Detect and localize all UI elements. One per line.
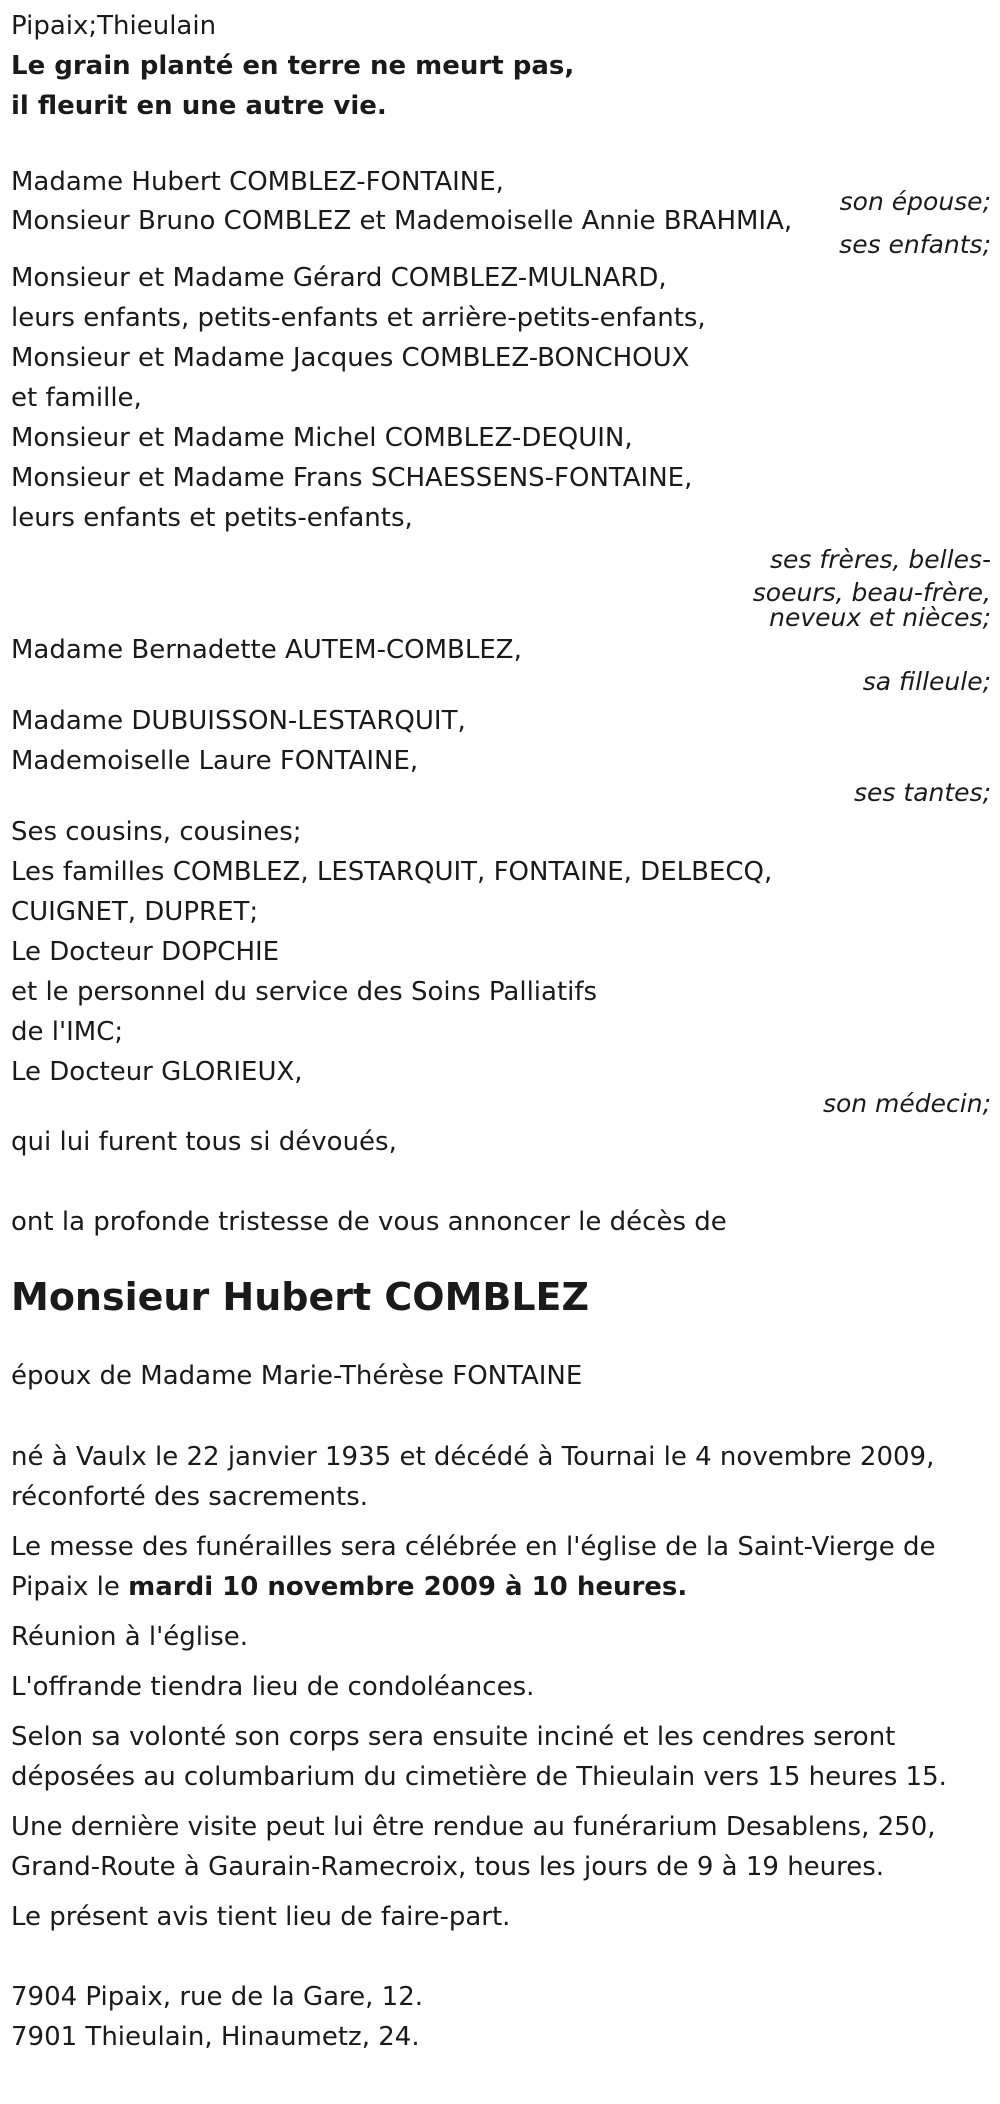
epigraph-line-2: il fleurit en une autre vie.	[11, 91, 387, 121]
aunts-relation: ses tantes;	[854, 778, 991, 807]
siblings-relation-3: neveux et nièces;	[769, 603, 991, 632]
visit-line-1: Une dernière visite peut lui être rendue au funérarium Desablens, 250,	[11, 1812, 936, 1842]
siblings-line: leurs enfants, petits-enfants et arrière-petits-enfants,	[11, 303, 706, 333]
notice-line: Le présent avis tient lieu de faire-part.	[11, 1902, 511, 1932]
siblings-line: leurs enfants et petits-enfants,	[11, 503, 413, 533]
locations: Pipaix;Thieulain	[11, 11, 217, 41]
deceased-name: Monsieur Hubert COMBLEZ	[11, 1275, 590, 1319]
spouse-relation: son épouse;	[839, 187, 991, 216]
others-line: Les familles COMBLEZ, LESTARQUIT, FONTAINE, DELBECQ,	[11, 857, 773, 887]
offering-line: L'offrande tiendra lieu de condoléances.	[11, 1672, 535, 1702]
aunts-line: Madame DUBUISSON-LESTARQUIT,	[11, 706, 466, 736]
meeting-line: Réunion à l'église.	[11, 1622, 249, 1652]
cremation-line-2: déposées au columbarium du cimetière de Thieulain vers 15 heures 15.	[11, 1762, 947, 1792]
others-line: Le Docteur GLORIEUX,	[11, 1057, 303, 1087]
siblings-line: Monsieur et Madame Jacques COMBLEZ-BONCHOUX	[11, 343, 690, 373]
siblings-line: et famille,	[11, 383, 142, 413]
siblings-block	[11, 258, 991, 538]
doctor-relation: son médecin;	[822, 1089, 991, 1118]
address-line: 7901 Thieulain, Hinaumetz, 24.	[11, 2022, 420, 2052]
siblings-relation-1: ses frères, belles-	[770, 545, 991, 574]
siblings-relation-2: soeurs, beau-frère,	[752, 578, 991, 607]
mass-date-prefix: Pipaix le	[11, 1572, 129, 1602]
siblings-line: Monsieur et Madame Frans SCHAESSENS-FONTAINE,	[11, 463, 693, 493]
announcement: ont la profonde tristesse de vous annoncer le décès de	[11, 1207, 727, 1237]
birth-death-line-2: réconforté des sacrements.	[11, 1482, 369, 1512]
others-line: Ses cousins, cousines;	[11, 817, 302, 847]
spouse-name: Madame Hubert COMBLEZ-FONTAINE,	[11, 167, 504, 197]
mass-line-1: Le messe des funérailles sera célébrée en l'église de la Saint-Vierge de	[11, 1532, 936, 1562]
goddaughter-name: Madame Bernadette AUTEM-COMBLEZ,	[11, 635, 522, 665]
obituary-notice	[11, 6, 991, 2057]
visit-line-2: Grand-Route à Gaurain-Ramecroix, tous les jours de 9 à 19 heures.	[11, 1852, 885, 1882]
birth-death-line-1: né à Vaulx le 22 janvier 1935 et décédé à Tournai le 4 novembre 2009,	[11, 1442, 935, 1472]
others-block	[11, 812, 991, 1092]
others-line: CUIGNET, DUPRET;	[11, 897, 259, 927]
spouse-of: époux de Madame Marie-Thérèse FONTAINE	[11, 1361, 583, 1391]
others-line: et le personnel du service des Soins Palliatifs	[11, 977, 598, 1007]
cremation-line-1: Selon sa volonté son corps sera ensuite inciné et les cendres seront	[11, 1722, 896, 1752]
siblings-line: Monsieur et Madame Michel COMBLEZ-DEQUIN,	[11, 423, 633, 453]
mass-date: mardi 10 novembre 2009 à 10 heures.	[128, 1572, 688, 1602]
mass-line-2	[11, 1567, 991, 1607]
siblings-line: Monsieur et Madame Gérard COMBLEZ-MULNARD,	[11, 263, 667, 293]
goddaughter-relation: sa filleule;	[862, 667, 991, 696]
epigraph-line-1: Le grain planté en terre ne meurt pas,	[11, 51, 575, 81]
children-names: Monsieur Bruno COMBLEZ et Mademoiselle Annie BRAHMIA,	[11, 206, 793, 236]
aunts-line: Mademoiselle Laure FONTAINE,	[11, 746, 419, 776]
children-relation: ses enfants;	[839, 230, 991, 259]
others-line: Le Docteur DOPCHIE	[11, 937, 280, 967]
others-line: de l'IMC;	[11, 1017, 124, 1047]
devoted-line: qui lui furent tous si dévoués,	[11, 1127, 397, 1157]
address-line: 7904 Pipaix, rue de la Gare, 12.	[11, 1982, 424, 2012]
